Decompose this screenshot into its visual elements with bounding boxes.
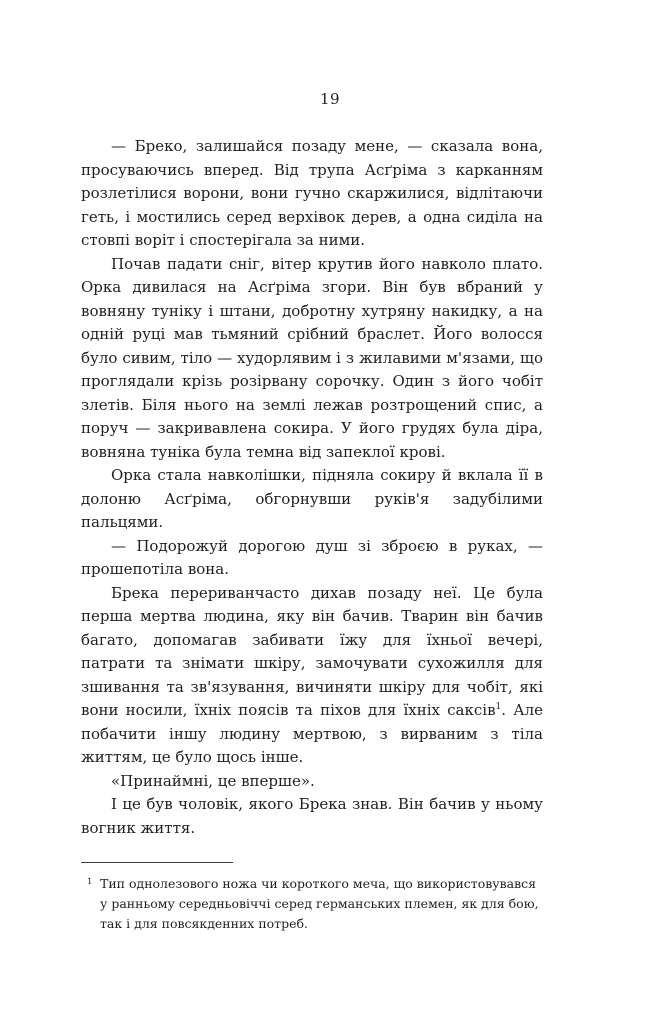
paragraph-with-footnote <box>81 582 543 770</box>
footnote-separator <box>81 862 233 863</box>
page-number: 19 <box>319 90 341 108</box>
paragraph: — Бреко, залишайся позаду мене, — сказала вона, просуваючись вперед. Від трупа Асґріма з карканням розлетілися ворони, вони гучно скаржилися, відлітаючи геть, і мостились серед верхівок дерев, а одна сиділа на стовпі воріт і спостерігала за ними. <box>81 137 543 249</box>
footnote-reference: 1 <box>495 702 502 712</box>
paragraph: — Подорожуй дорогою душ зі зброєю в руках, — прошепотіла вона. <box>81 536 543 578</box>
paragraph: Орка стала навколішки, підняла сокиру й вклала її в долоню Асґріма, обгорнувши руків'я задубілими пальцями. <box>81 466 543 531</box>
paragraph-text: Брека перериванчасто дихав позаду неї. Це була перша мертва людина, яку він бачив. Тварин він бачив багато, допомагав забивати їжу для їхньої вечері, патрати та знімати шкіру, замочувати сухожилля для зшивання та зв'язування, вичиняти шкіру для чобіт, які вони носили, їхніх поясів та піхов для їхніх саксів <box>81 583 543 719</box>
footnote-text: Тип однолезового ножа чи короткого меча, що використовувався у ранньому середньовіччі серед германських племен, як для бою, так і для повсякденних потреб. <box>100 876 539 931</box>
paragraph: І це був чоловік, якого Брека знав. Він бачив у ньому вогник життя. <box>81 795 543 837</box>
footnote-mark: 1 <box>87 877 93 887</box>
body-text <box>81 135 543 840</box>
footnote <box>87 874 543 934</box>
paragraph: «Принаймні, це вперше». <box>111 771 315 790</box>
paragraph: Почав падати сніг, вітер крутив його навколо плато. Орка дивилася на Асґріма згори. Він був вбраний у вовняну туніку і штани, добротну хутряну накидку, а на одній руці мав тьмяний срібний браслет. Його волосся було сивим, тіло — худорлявим і з жилавими м'язами, що проглядали крізь розірвану сорочку. Один з його чобіт злетів. Біля нього на землі лежав розтрощений спис, а поруч — закривавлена сокира. У його грудях була діра, вовняна туніка була темна від запеклої крові. <box>81 254 543 461</box>
paragraph-text: . Але побачити іншу людину мертвою, з вирваним з тіла життям, це було щось інше. <box>81 701 543 766</box>
